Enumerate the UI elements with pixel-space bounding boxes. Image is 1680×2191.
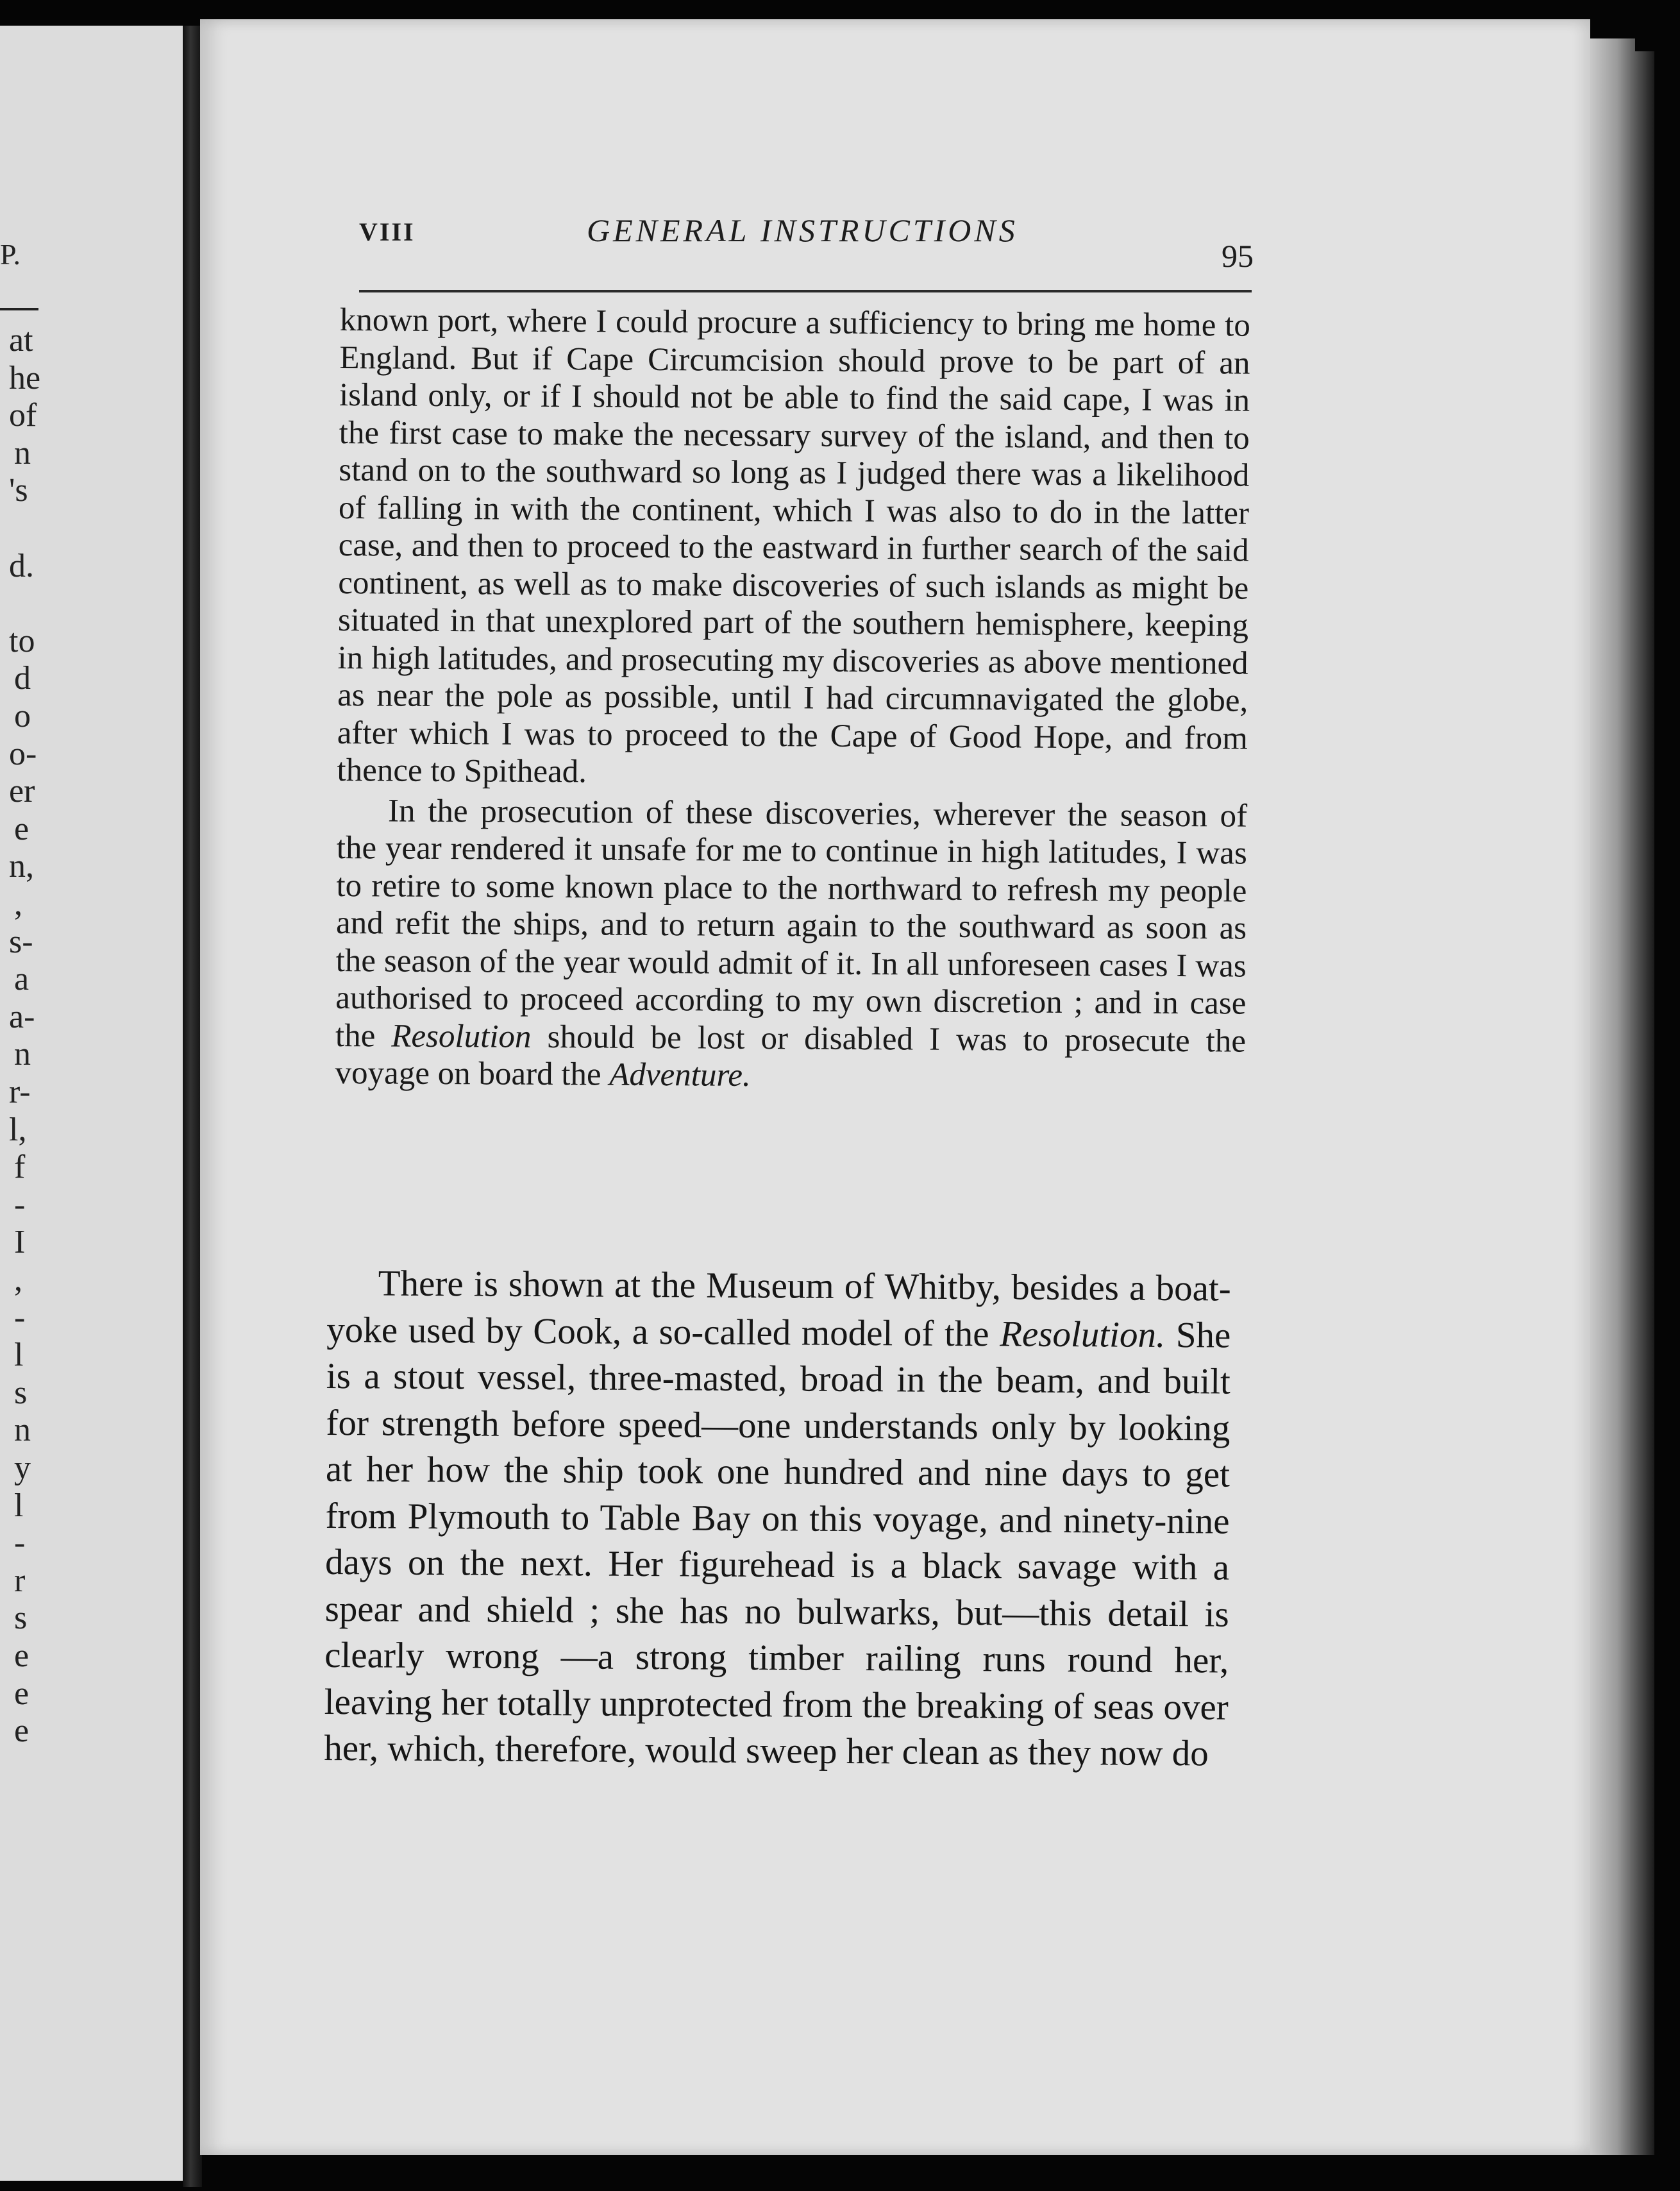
running-head [359, 212, 1257, 257]
left-page-fragment: at [9, 322, 33, 359]
left-page-header-fragment: P. [0, 238, 21, 271]
ship-name-resolution-main: Resolution. [999, 1313, 1166, 1355]
left-page-fragment: e [14, 1637, 29, 1674]
left-page-fragment: - [14, 1525, 26, 1562]
instructions-text-a: In the prosecution of these discoveries, wherever the season of the year rendered it unsafe for me to continue in high latitudes, I was to retire to some known place to the northward to refresh my people and refit the ships, and to return again to the southward as soon as the season of the year would admit of it. In all unforeseen cases I was authorised to proceed according to my own discretion ; and in case the [335, 792, 1248, 1054]
left-page-fragment: , [14, 1262, 22, 1298]
left-page-fragment: n [14, 1036, 31, 1073]
left-page-fragment: e [14, 1713, 29, 1750]
left-page-fragment: l [14, 1487, 24, 1524]
left-page-fragment: a- [9, 998, 35, 1035]
instructions-text-b: should be lost or disabled I was to prosecute the voyage on board the [335, 1019, 1247, 1093]
left-page-fragment: e [14, 1675, 29, 1712]
left-page-fragment: e [14, 810, 29, 847]
page-edge-shadow [1590, 38, 1635, 2155]
left-page-fragment: r [14, 1562, 26, 1599]
instructions-paragraph-2 [335, 791, 1247, 1097]
left-page-fragment: d [14, 660, 31, 697]
left-page-fragment: - [14, 1299, 26, 1336]
left-page-fragment: o [14, 698, 31, 734]
page-number: 95 [1222, 238, 1254, 274]
left-page-fragment: l, [9, 1111, 27, 1148]
main-text-a: There is shown at the Museum of Whitby, besides a boat-yoke used by Cook, a so-called model of the [326, 1263, 1231, 1354]
ship-name-resolution: Resolution [391, 1018, 532, 1055]
left-page-fragment: he [9, 359, 41, 396]
instructions-paragraph-1: known port, where I could procure a sufficiency to bring me home to England. But if Cape Circumcision should prove to be part of an island only, or if I should not be able to find the said cape, I was in the first case to make the necessary survey of the island, and then to stand on to the southward so long as I judged there was a likelihood of falling in with the continent, which I was also to do in the latter case, and then to proceed to the eastward in further search of the said continent, as well as to make discoveries of such islands as might be situated in that unexplored part of the southern hemisphere, keeping in high latitudes, and prosecuting my discoveries as above mentioned as near the pole as possible, until I had circumnavigated the globe, after which I was to proceed to the Cape of Good Hope, and from thence to Spithead. [337, 301, 1250, 790]
left-page-fragment: s [14, 1600, 28, 1637]
left-page-fragment: n [14, 1412, 31, 1449]
left-page-fragment: a [14, 961, 29, 998]
left-page-fragment: r- [9, 1074, 31, 1110]
left-page-fragment: of [9, 397, 37, 434]
running-title: GENERAL INSTRUCTIONS [587, 212, 1018, 248]
quoted-instructions [335, 301, 1250, 1097]
left-page-fragment: n, [9, 848, 34, 885]
left-page-fragment: f [14, 1149, 26, 1186]
left-page-fragment: s [14, 1374, 28, 1411]
book-gutter [183, 26, 202, 2187]
left-page-rule [0, 308, 38, 310]
left-page-fragment: er [9, 773, 35, 810]
left-page-fragment: 's [9, 472, 28, 509]
chapter-number: VIII [359, 217, 416, 246]
main-text-b: She is a stout vessel, three-masted, broad in the beam, and built for strength before speed—one understands only by looking at her how the ship took one hundred and nine days to get from Plymouth to Table Bay on this voyage, and ninety-nine days on the next. Her figurehead is a black savage with a spear and shield ; she has no bulwarks, but—this detail is clearly wrong —a strong timber railing runs round her, leaving her totally unprotected from the breaking of seas over her, which, therefore, would sweep her clean as they now do [324, 1314, 1231, 1774]
left-page-fragment: l [14, 1337, 24, 1374]
ship-name-adventure: Adventure. [609, 1056, 751, 1094]
main-paragraph [324, 1260, 1231, 1777]
left-page-fragment: - [14, 1186, 26, 1223]
main-text [324, 1260, 1231, 1777]
left-page-fragment: o- [9, 735, 37, 772]
page-edge-dark [1635, 51, 1654, 2155]
left-page-fragment: s- [9, 923, 33, 960]
header-rule [359, 290, 1252, 292]
left-page-fragment: d. [9, 547, 34, 584]
left-page-fragment: , [14, 886, 22, 922]
left-page-edge [0, 26, 186, 2181]
left-page-fragment: y [14, 1450, 31, 1486]
left-page-fragment: to [9, 622, 35, 659]
left-page-fragment: n [14, 434, 31, 471]
left-page-fragment: I [14, 1224, 26, 1261]
